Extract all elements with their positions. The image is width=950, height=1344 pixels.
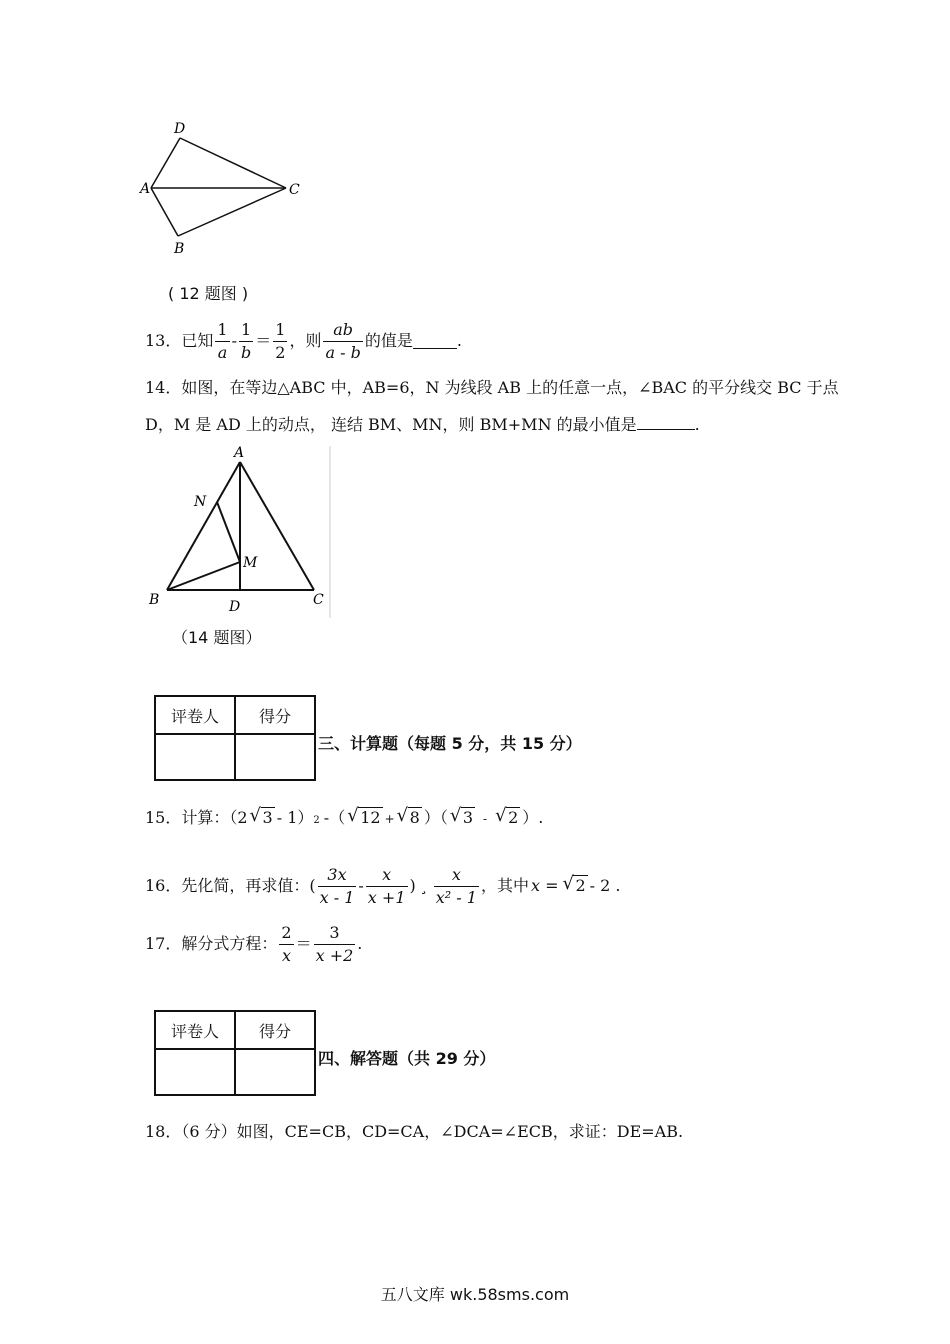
label-b: B (149, 592, 160, 608)
q16-close-paren: ) (409, 876, 416, 895)
q15-square: 2 (313, 815, 320, 826)
label-d: D (174, 121, 186, 137)
q16-minus: - (358, 876, 364, 895)
q16-fraction-1: $\frac{3x}{x - 1}$ (319, 864, 355, 907)
segment-bm (167, 562, 240, 590)
q13-answer-blank (413, 334, 457, 349)
score-header: 得分 (235, 1011, 315, 1049)
q15-sqrt-12: √ 12 (347, 808, 382, 828)
label-c: C (313, 592, 324, 608)
q15-term-1: - 1） (276, 808, 314, 827)
label-d: D (229, 599, 241, 615)
score-table-1 (154, 695, 316, 781)
score-header: 得分 (235, 696, 315, 734)
segment-nm (217, 502, 240, 562)
q15-plus: + (384, 812, 395, 826)
q15-term-3: ）（ (423, 808, 448, 827)
label-c: C (289, 182, 300, 198)
score-table-2 (154, 1010, 316, 1096)
figure-12-caption: ( 12 题图 ) (168, 284, 249, 303)
q15-sqrt-8: √ 8 (397, 808, 422, 828)
question-13 (145, 318, 462, 364)
question-14-line-2 (145, 415, 700, 435)
q17-end: . (357, 934, 363, 953)
q16-fraction-2: $\frac{x}{x +1}$ (367, 864, 406, 907)
q16-connector: ，其中 (480, 876, 529, 895)
q13-fraction-1: $\frac{1}{a}$ (217, 319, 228, 362)
q16-x-equals: x = (530, 876, 559, 895)
q15-sqrt-3b: √ 3 (450, 808, 475, 828)
q13-prefix: 已知 (181, 331, 214, 350)
q17-equals: ＝ (295, 934, 312, 953)
question-16 (145, 862, 621, 910)
q14-answer-blank (637, 415, 695, 430)
grader-header: 评卷人 (155, 696, 235, 734)
footer-watermark: 五八文库 wk.58sms.com (380, 1285, 570, 1304)
label-a: A (140, 181, 151, 197)
q15-minus: - (483, 812, 488, 826)
question-15 (145, 808, 543, 831)
q13-number: 13． (145, 331, 182, 350)
q13-fraction-4: $\frac{ab}{a - b}$ (325, 319, 361, 362)
segment-ad (151, 138, 180, 188)
label-n: N (194, 494, 207, 510)
q17-fraction-2: $\frac{3}{x +2}$ (315, 922, 354, 965)
side-ab (167, 462, 240, 590)
grader-cell[interactable] (155, 734, 235, 780)
q15-term-2: -（ (323, 808, 346, 827)
q17-fraction-1: $\frac{2}{x}$ (281, 922, 292, 965)
q16-prefix: 16．先化简，再求值：( (145, 876, 316, 895)
question-14-line-1: 14．如图，在等边△ABC 中，AB=6，N 为线段 AB 上的任意一点，∠BAC 的平分线交 BC 于点 (145, 378, 839, 397)
q13-connector: ，则 (289, 331, 322, 350)
section-3-heading: 三、计算题（每题 5 分，共 15 分） (318, 734, 582, 753)
q15-prefix: 15．计算：（2 (145, 808, 248, 827)
q15-term-4: ）. (522, 808, 544, 827)
q14-end: . (694, 415, 700, 434)
q16-tail: - 2 . (589, 876, 621, 895)
figure-12 (138, 118, 308, 260)
segment-dc (180, 138, 286, 188)
figure-14 (140, 440, 332, 620)
segment-ab (151, 188, 178, 236)
q16-divide: ¸ (419, 876, 428, 895)
q14-line-2-text: D，M 是 AD 上的动点， 连结 BM、MN，则 BM+MN 的最小值是 (145, 415, 637, 434)
q13-suffix: 的值是 (364, 331, 413, 350)
q13-end: . (456, 331, 462, 350)
label-m: M (243, 555, 258, 571)
q16-fraction-3: $\frac{x}{\text{x² - 1}}$ (435, 864, 477, 907)
q13-minus: - (231, 331, 237, 350)
score-cell[interactable] (235, 734, 315, 780)
q17-prefix: 17．解分式方程： (145, 934, 278, 953)
section-4-heading: 四、解答题（共 29 分） (318, 1049, 496, 1068)
score-cell[interactable] (235, 1049, 315, 1095)
q13-equals: ＝ (255, 331, 272, 350)
figure-14-caption: （14 题图） (172, 628, 262, 647)
label-b: B (174, 241, 185, 257)
q13-fraction-3: $\frac{1}{2}$ (275, 319, 286, 362)
q13-fraction-2: $\frac{1}{b}$ (240, 319, 252, 362)
grader-cell[interactable] (155, 1049, 235, 1095)
question-18: 18．（6 分）如图，CE=CB，CD=CA，∠DCA=∠ECB，求证：DE=AB. (145, 1122, 684, 1141)
q16-sqrt-2: √ 2 (562, 876, 587, 896)
q15-sqrt-2: √ 2 (495, 808, 520, 828)
q15-sqrt-3a: √ 3 (250, 808, 275, 828)
segment-bc (178, 188, 286, 236)
label-a: A (234, 445, 245, 461)
question-17 (145, 920, 362, 968)
grader-header: 评卷人 (155, 1011, 235, 1049)
